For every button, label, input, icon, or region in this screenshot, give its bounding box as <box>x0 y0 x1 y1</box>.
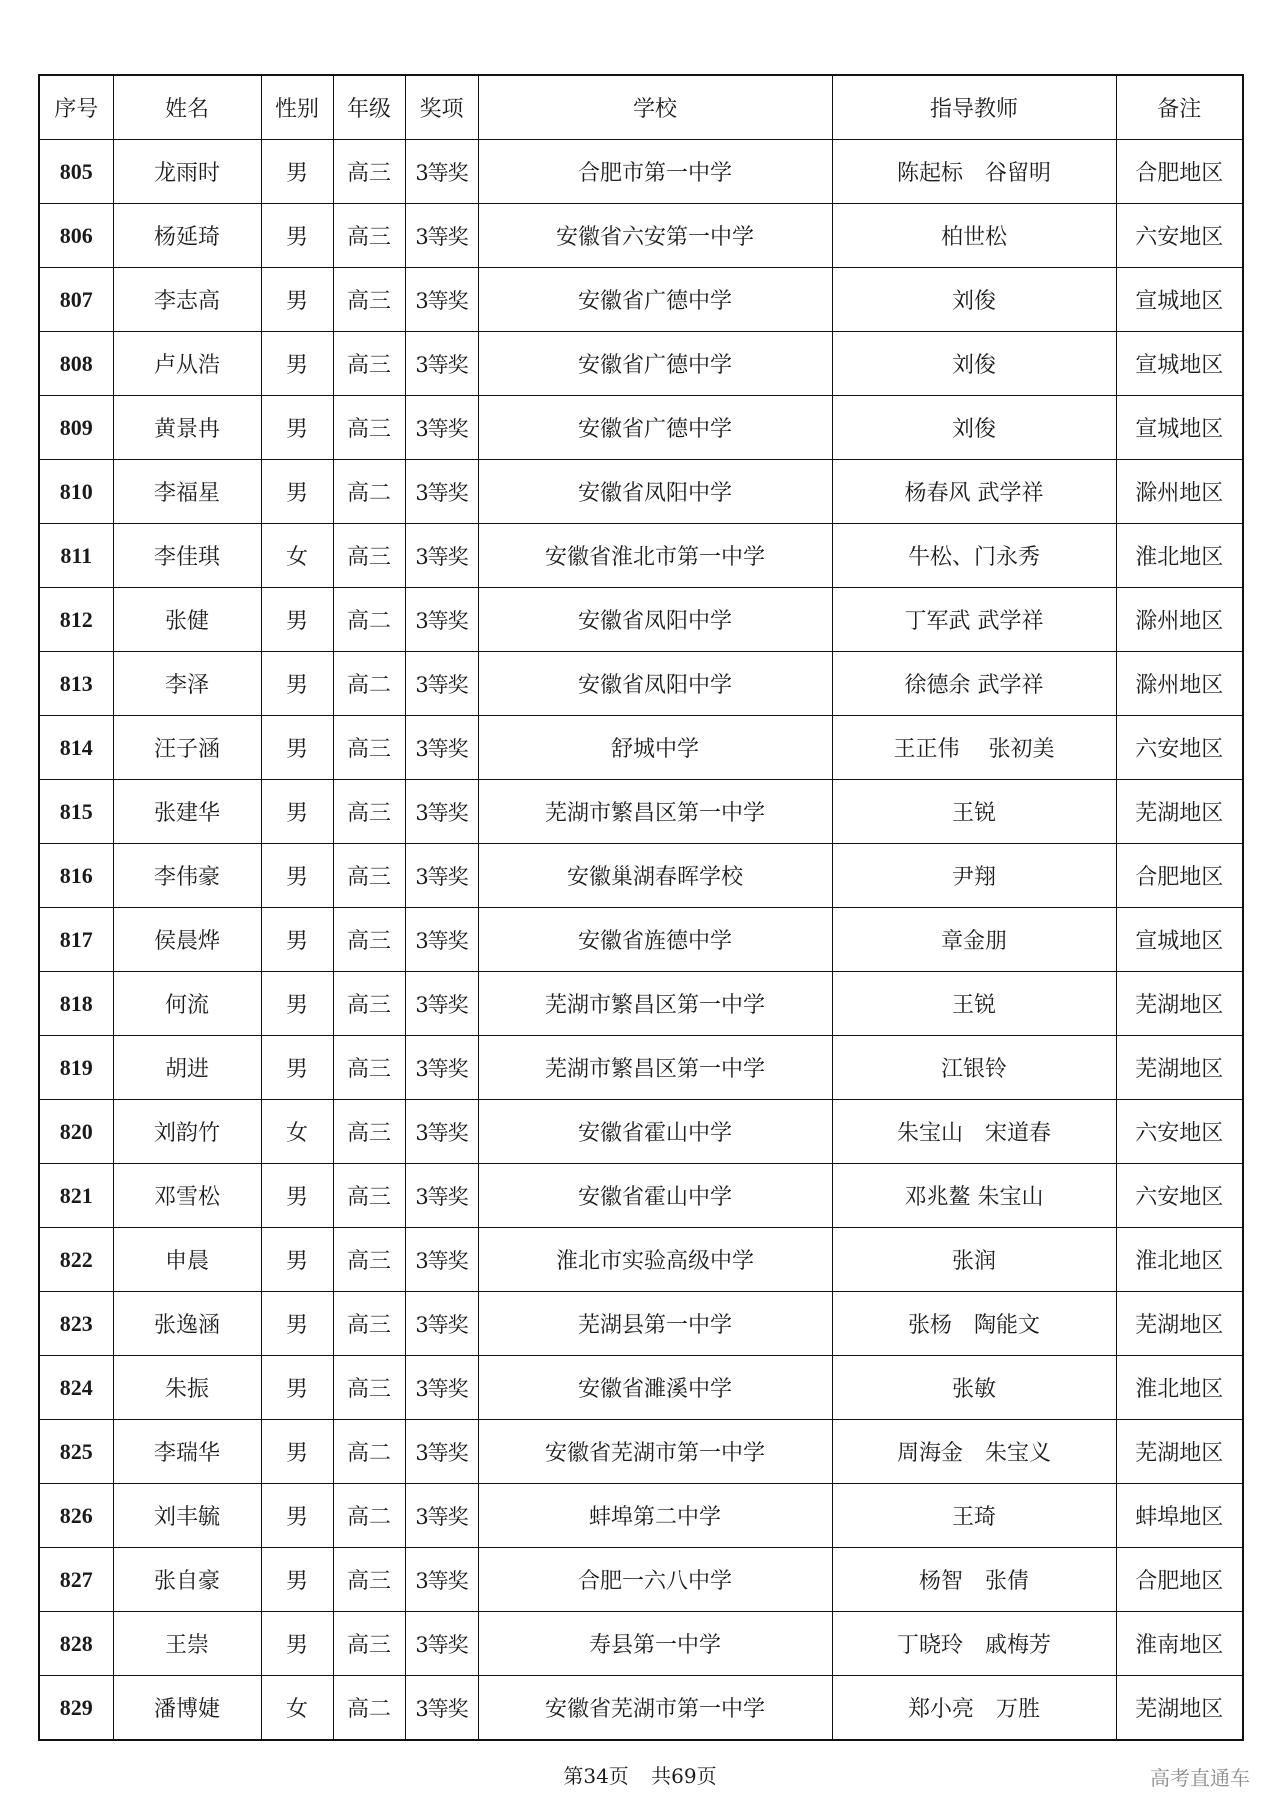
cell-gender: 男 <box>261 652 333 716</box>
cell-school: 安徽省六安第一中学 <box>478 204 832 268</box>
cell-note: 淮北地区 <box>1116 524 1243 588</box>
table-row <box>39 1036 1243 1100</box>
cell-note: 宣城地区 <box>1116 332 1243 396</box>
cell-school: 安徽省濉溪中学 <box>478 1356 832 1420</box>
cell-teacher: 刘俊 <box>832 268 1116 332</box>
cell-award: 3等奖 <box>405 972 478 1036</box>
cell-name: 张逸涵 <box>113 1292 261 1356</box>
cell-award: 3等奖 <box>405 204 478 268</box>
cell-school: 芜湖市繁昌区第一中学 <box>478 972 832 1036</box>
cell-no: 814 <box>39 716 113 780</box>
cell-grade: 高二 <box>333 460 405 524</box>
cell-award: 3等奖 <box>405 268 478 332</box>
table-row <box>39 588 1243 652</box>
cell-award: 3等奖 <box>405 716 478 780</box>
cell-gender: 男 <box>261 332 333 396</box>
cell-name: 黄景冉 <box>113 396 261 460</box>
cell-school: 芜湖市繁昌区第一中学 <box>478 780 832 844</box>
table-row <box>39 1164 1243 1228</box>
cell-teacher: 徐德余 武学祥 <box>832 652 1116 716</box>
cell-note: 芜湖地区 <box>1116 1676 1243 1741</box>
cell-note: 芜湖地区 <box>1116 1036 1243 1100</box>
cell-grade: 高三 <box>333 1100 405 1164</box>
cell-gender: 男 <box>261 204 333 268</box>
table-row <box>39 1420 1243 1484</box>
cell-note: 六安地区 <box>1116 1164 1243 1228</box>
cell-award: 3等奖 <box>405 780 478 844</box>
award-list-table <box>38 74 1244 1741</box>
cell-award: 3等奖 <box>405 1356 478 1420</box>
cell-name: 张自豪 <box>113 1548 261 1612</box>
header-name: 姓名 <box>113 75 261 140</box>
cell-teacher: 丁军武 武学祥 <box>832 588 1116 652</box>
cell-no: 815 <box>39 780 113 844</box>
cell-gender: 女 <box>261 524 333 588</box>
cell-no: 806 <box>39 204 113 268</box>
cell-name: 李志高 <box>113 268 261 332</box>
table-row <box>39 1100 1243 1164</box>
page-total: 共69页 <box>651 1764 717 1788</box>
cell-name: 张建华 <box>113 780 261 844</box>
cell-no: 824 <box>39 1356 113 1420</box>
cell-teacher: 王锐 <box>832 972 1116 1036</box>
table-row <box>39 1548 1243 1612</box>
table-row <box>39 1676 1243 1741</box>
cell-note: 六安地区 <box>1116 204 1243 268</box>
cell-no: 828 <box>39 1612 113 1676</box>
cell-no: 807 <box>39 268 113 332</box>
cell-award: 3等奖 <box>405 1036 478 1100</box>
cell-teacher: 尹翔 <box>832 844 1116 908</box>
cell-no: 805 <box>39 140 113 204</box>
cell-school: 安徽省旌德中学 <box>478 908 832 972</box>
cell-teacher: 牛松、门永秀 <box>832 524 1116 588</box>
cell-name: 李福星 <box>113 460 261 524</box>
header-grade: 年级 <box>333 75 405 140</box>
cell-name: 李泽 <box>113 652 261 716</box>
cell-award: 3等奖 <box>405 1228 478 1292</box>
cell-school: 安徽省淮北市第一中学 <box>478 524 832 588</box>
cell-grade: 高三 <box>333 1548 405 1612</box>
cell-grade: 高三 <box>333 844 405 908</box>
cell-school: 芜湖县第一中学 <box>478 1292 832 1356</box>
cell-award: 3等奖 <box>405 1292 478 1356</box>
cell-school: 蚌埠第二中学 <box>478 1484 832 1548</box>
cell-note: 淮南地区 <box>1116 1612 1243 1676</box>
cell-teacher: 杨智 张倩 <box>832 1548 1116 1612</box>
cell-teacher: 丁晓玲 戚梅芳 <box>832 1612 1116 1676</box>
table-row <box>39 460 1243 524</box>
cell-teacher: 朱宝山 宋道春 <box>832 1100 1116 1164</box>
cell-teacher: 刘俊 <box>832 396 1116 460</box>
table-row <box>39 204 1243 268</box>
cell-name: 汪子涵 <box>113 716 261 780</box>
cell-note: 宣城地区 <box>1116 396 1243 460</box>
cell-name: 何流 <box>113 972 261 1036</box>
cell-award: 3等奖 <box>405 332 478 396</box>
cell-note: 淮北地区 <box>1116 1228 1243 1292</box>
cell-teacher: 柏世松 <box>832 204 1116 268</box>
cell-gender: 男 <box>261 1356 333 1420</box>
cell-gender: 男 <box>261 972 333 1036</box>
cell-note: 宣城地区 <box>1116 908 1243 972</box>
cell-award: 3等奖 <box>405 460 478 524</box>
cell-no: 817 <box>39 908 113 972</box>
cell-award: 3等奖 <box>405 524 478 588</box>
table-row <box>39 140 1243 204</box>
cell-gender: 男 <box>261 268 333 332</box>
cell-gender: 男 <box>261 716 333 780</box>
cell-name: 卢从浩 <box>113 332 261 396</box>
cell-teacher: 陈起标 谷留明 <box>832 140 1116 204</box>
cell-note: 蚌埠地区 <box>1116 1484 1243 1548</box>
cell-award: 3等奖 <box>405 1548 478 1612</box>
cell-grade: 高三 <box>333 1036 405 1100</box>
cell-school: 寿县第一中学 <box>478 1612 832 1676</box>
watermark-text: 高考直通车 <box>1150 1766 1250 1790</box>
cell-school: 合肥市第一中学 <box>478 140 832 204</box>
cell-gender: 男 <box>261 1036 333 1100</box>
cell-name: 申晨 <box>113 1228 261 1292</box>
cell-gender: 男 <box>261 1548 333 1612</box>
cell-grade: 高二 <box>333 1484 405 1548</box>
cell-note: 六安地区 <box>1116 1100 1243 1164</box>
cell-school: 舒城中学 <box>478 716 832 780</box>
cell-note: 芜湖地区 <box>1116 1292 1243 1356</box>
cell-grade: 高三 <box>333 1164 405 1228</box>
cell-school: 淮北市实验高级中学 <box>478 1228 832 1292</box>
cell-grade: 高三 <box>333 268 405 332</box>
table-row <box>39 972 1243 1036</box>
cell-school: 安徽巢湖春晖学校 <box>478 844 832 908</box>
cell-grade: 高三 <box>333 1228 405 1292</box>
cell-school: 安徽省凤阳中学 <box>478 460 832 524</box>
cell-name: 杨延琦 <box>113 204 261 268</box>
cell-note: 芜湖地区 <box>1116 972 1243 1036</box>
cell-award: 3等奖 <box>405 908 478 972</box>
cell-no: 818 <box>39 972 113 1036</box>
table-row <box>39 1356 1243 1420</box>
header-school: 学校 <box>478 75 832 140</box>
cell-no: 811 <box>39 524 113 588</box>
cell-gender: 男 <box>261 588 333 652</box>
cell-teacher: 郑小亮 万胜 <box>832 1676 1116 1741</box>
cell-note: 滁州地区 <box>1116 652 1243 716</box>
cell-note: 芜湖地区 <box>1116 1420 1243 1484</box>
cell-gender: 男 <box>261 908 333 972</box>
cell-no: 822 <box>39 1228 113 1292</box>
cell-teacher: 王正伟 张初美 <box>832 716 1116 780</box>
cell-award: 3等奖 <box>405 140 478 204</box>
cell-teacher: 张润 <box>832 1228 1116 1292</box>
cell-school: 安徽省广德中学 <box>478 332 832 396</box>
cell-note: 宣城地区 <box>1116 268 1243 332</box>
cell-no: 809 <box>39 396 113 460</box>
cell-no: 827 <box>39 1548 113 1612</box>
cell-grade: 高二 <box>333 1420 405 1484</box>
page-footer <box>0 1760 1280 1789</box>
cell-gender: 男 <box>261 844 333 908</box>
cell-teacher: 杨春风 武学祥 <box>832 460 1116 524</box>
cell-grade: 高三 <box>333 140 405 204</box>
cell-gender: 男 <box>261 396 333 460</box>
cell-school: 安徽省广德中学 <box>478 396 832 460</box>
cell-gender: 男 <box>261 1420 333 1484</box>
header-teacher: 指导教师 <box>832 75 1116 140</box>
cell-note: 芜湖地区 <box>1116 780 1243 844</box>
cell-teacher: 章金朋 <box>832 908 1116 972</box>
cell-gender: 女 <box>261 1100 333 1164</box>
cell-grade: 高三 <box>333 1292 405 1356</box>
cell-school: 安徽省芜湖市第一中学 <box>478 1420 832 1484</box>
header-no: 序号 <box>39 75 113 140</box>
cell-gender: 男 <box>261 1228 333 1292</box>
cell-school: 安徽省芜湖市第一中学 <box>478 1676 832 1741</box>
cell-name: 潘博婕 <box>113 1676 261 1741</box>
cell-no: 816 <box>39 844 113 908</box>
table-row <box>39 1484 1243 1548</box>
cell-note: 合肥地区 <box>1116 1548 1243 1612</box>
cell-grade: 高三 <box>333 972 405 1036</box>
cell-award: 3等奖 <box>405 396 478 460</box>
page-number: 第34页 <box>563 1764 629 1788</box>
cell-grade: 高三 <box>333 908 405 972</box>
cell-teacher: 周海金 朱宝义 <box>832 1420 1116 1484</box>
cell-name: 李伟豪 <box>113 844 261 908</box>
cell-note: 合肥地区 <box>1116 844 1243 908</box>
cell-award: 3等奖 <box>405 1676 478 1741</box>
header-gender: 性别 <box>261 75 333 140</box>
cell-teacher: 刘俊 <box>832 332 1116 396</box>
cell-grade: 高三 <box>333 1356 405 1420</box>
cell-school: 芜湖市繁昌区第一中学 <box>478 1036 832 1100</box>
cell-note: 合肥地区 <box>1116 140 1243 204</box>
cell-school: 安徽省霍山中学 <box>478 1164 832 1228</box>
cell-school: 合肥一六八中学 <box>478 1548 832 1612</box>
cell-grade: 高三 <box>333 396 405 460</box>
cell-name: 张健 <box>113 588 261 652</box>
cell-teacher: 张敏 <box>832 1356 1116 1420</box>
cell-award: 3等奖 <box>405 1420 478 1484</box>
cell-award: 3等奖 <box>405 1100 478 1164</box>
cell-grade: 高二 <box>333 652 405 716</box>
cell-award: 3等奖 <box>405 652 478 716</box>
cell-teacher: 张杨 陶能文 <box>832 1292 1116 1356</box>
cell-gender: 男 <box>261 780 333 844</box>
cell-no: 829 <box>39 1676 113 1741</box>
table-body <box>39 140 1243 1741</box>
table-row <box>39 716 1243 780</box>
cell-school: 安徽省凤阳中学 <box>478 588 832 652</box>
cell-teacher: 江银铃 <box>832 1036 1116 1100</box>
cell-award: 3等奖 <box>405 1612 478 1676</box>
cell-note: 滁州地区 <box>1116 588 1243 652</box>
cell-name: 胡进 <box>113 1036 261 1100</box>
header-award: 奖项 <box>405 75 478 140</box>
table-row <box>39 524 1243 588</box>
cell-no: 813 <box>39 652 113 716</box>
cell-name: 刘韵竹 <box>113 1100 261 1164</box>
cell-name: 刘丰毓 <box>113 1484 261 1548</box>
cell-no: 819 <box>39 1036 113 1100</box>
table-row <box>39 1612 1243 1676</box>
cell-no: 826 <box>39 1484 113 1548</box>
cell-grade: 高三 <box>333 524 405 588</box>
cell-teacher: 王锐 <box>832 780 1116 844</box>
cell-grade: 高二 <box>333 1676 405 1741</box>
cell-no: 823 <box>39 1292 113 1356</box>
table-row <box>39 844 1243 908</box>
cell-name: 朱振 <box>113 1356 261 1420</box>
table-row <box>39 908 1243 972</box>
cell-school: 安徽省凤阳中学 <box>478 652 832 716</box>
cell-gender: 男 <box>261 460 333 524</box>
table-row <box>39 1228 1243 1292</box>
cell-name: 邓雪松 <box>113 1164 261 1228</box>
cell-gender: 男 <box>261 1292 333 1356</box>
cell-award: 3等奖 <box>405 844 478 908</box>
cell-no: 810 <box>39 460 113 524</box>
cell-gender: 男 <box>261 1484 333 1548</box>
cell-award: 3等奖 <box>405 588 478 652</box>
table-row <box>39 332 1243 396</box>
cell-grade: 高三 <box>333 204 405 268</box>
cell-no: 821 <box>39 1164 113 1228</box>
cell-gender: 男 <box>261 140 333 204</box>
cell-name: 王崇 <box>113 1612 261 1676</box>
header-row <box>39 75 1243 140</box>
cell-no: 825 <box>39 1420 113 1484</box>
cell-grade: 高三 <box>333 332 405 396</box>
header-note: 备注 <box>1116 75 1243 140</box>
table-row <box>39 780 1243 844</box>
cell-grade: 高二 <box>333 588 405 652</box>
cell-school: 安徽省广德中学 <box>478 268 832 332</box>
cell-award: 3等奖 <box>405 1484 478 1548</box>
cell-no: 820 <box>39 1100 113 1164</box>
table-row <box>39 396 1243 460</box>
cell-gender: 男 <box>261 1612 333 1676</box>
cell-name: 侯晨烨 <box>113 908 261 972</box>
cell-note: 六安地区 <box>1116 716 1243 780</box>
cell-no: 812 <box>39 588 113 652</box>
cell-grade: 高三 <box>333 780 405 844</box>
cell-note: 滁州地区 <box>1116 460 1243 524</box>
cell-teacher: 王琦 <box>832 1484 1116 1548</box>
cell-gender: 女 <box>261 1676 333 1741</box>
table-row <box>39 1292 1243 1356</box>
table-row <box>39 652 1243 716</box>
cell-grade: 高三 <box>333 716 405 780</box>
cell-note: 淮北地区 <box>1116 1356 1243 1420</box>
cell-no: 808 <box>39 332 113 396</box>
cell-name: 李瑞华 <box>113 1420 261 1484</box>
cell-award: 3等奖 <box>405 1164 478 1228</box>
cell-grade: 高三 <box>333 1612 405 1676</box>
cell-teacher: 邓兆鳌 朱宝山 <box>832 1164 1116 1228</box>
table-row <box>39 268 1243 332</box>
cell-name: 龙雨时 <box>113 140 261 204</box>
cell-gender: 男 <box>261 1164 333 1228</box>
cell-name: 李佳琪 <box>113 524 261 588</box>
cell-school: 安徽省霍山中学 <box>478 1100 832 1164</box>
